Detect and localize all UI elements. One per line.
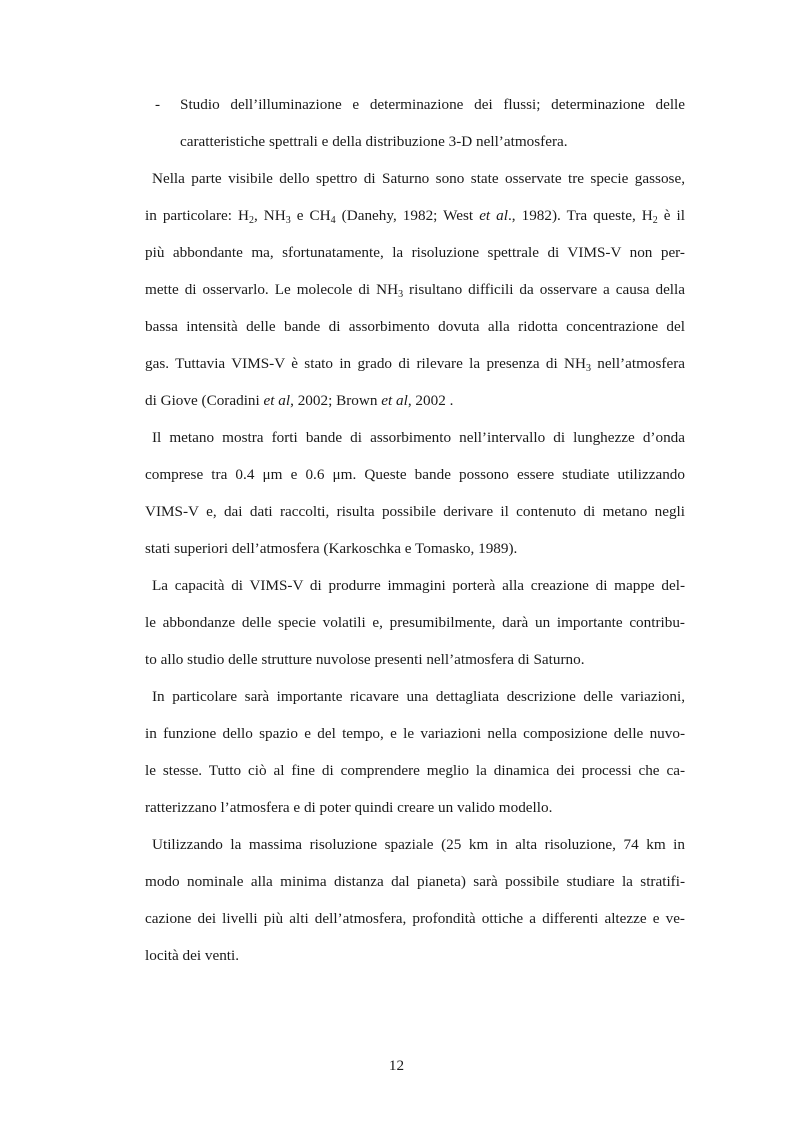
paragraph-line: più abbondante ma, sfortunatamente, la risoluzione spettrale di VIMS-V non per-: [145, 244, 685, 261]
paragraph-line: ratterizzano l’atmosfera e di poter quindi creare un valido modello.: [145, 799, 553, 816]
paragraph-line: Nella parte visibile dello spettro di Saturno sono state osservate tre specie gassose,: [152, 170, 685, 187]
paragraph-line: Utilizzando la massima risoluzione spaziale (25 km in alta risoluzione, 74 km in: [152, 836, 685, 853]
paragraph-line: comprese tra 0.4 μm e 0.6 μm. Queste bande possono essere studiate utilizzando: [145, 466, 685, 483]
bullet-marker: -: [155, 96, 161, 113]
paragraph-line: stati superiori dell’atmosfera (Karkoschka e Tomasko, 1989).: [145, 540, 518, 557]
paragraph-line: modo nominale alla minima distanza dal pianeta) sarà possibile studiare la stratifi-: [145, 873, 685, 890]
paragraph-line: di Giove (Coradini et al, 2002; Brown et al, 2002 .: [145, 392, 454, 409]
paragraph-line: le abbondanze delle specie volatili e, presumibilmente, darà un importante contribu-: [145, 614, 685, 631]
bullet-line: caratteristiche spettrali e della distribuzione 3-D nell’atmosfera.: [180, 133, 568, 150]
paragraph-line: La capacità di VIMS-V di produrre immagini porterà alla creazione di mappe del-: [152, 577, 685, 594]
paragraph-line: cazione dei livelli più alti dell’atmosfera, profondità ottiche a differenti altezze e ve-: [145, 910, 685, 927]
paragraph-line: locità dei venti.: [145, 947, 240, 964]
paragraph-line: In particolare sarà importante ricavare una dettagliata descrizione delle variazioni,: [152, 688, 685, 705]
paragraph-line: le stesse. Tutto ciò al fine di comprendere meglio la dinamica dei processi che ca-: [145, 762, 685, 779]
paragraph-line: in particolare: $H_2$, $NH_3$ e $CH_4$ (Danehy, 1982; West et al., 1982). Tra queste, $H_2$ è il: [145, 207, 686, 226]
paragraph-line: gas. Tuttavia VIMS-V è stato in grado di rilevare la presenza di $NH_3$ nell’atmosfera: [145, 355, 685, 374]
paragraph-line: in funzione dello spazio e del tempo, e le variazioni nella composizione delle nuvo-: [145, 725, 685, 742]
page-number: 12: [388, 1057, 405, 1074]
paragraph-line: to allo studio delle strutture nuvolose presenti nell’atmosfera di Saturno.: [145, 651, 585, 668]
paragraph-line: Il metano mostra forti bande di assorbimento nell’intervallo di lunghezze d’onda: [152, 429, 685, 446]
paragraph-line: mette di osservarlo. Le molecole di $NH_3$ risultano difficili da osservare a causa della: [145, 281, 685, 300]
paragraph-line: VIMS-V e, dai dati raccolti, risulta possibile derivare il contenuto di metano negli: [145, 503, 685, 520]
bullet-line: Studio dell’illuminazione e determinazione dei flussi; determinazione delle: [180, 96, 685, 113]
paragraph-line: bassa intensità delle bande di assorbimento dovuta alla ridotta concentrazione del: [145, 318, 685, 335]
